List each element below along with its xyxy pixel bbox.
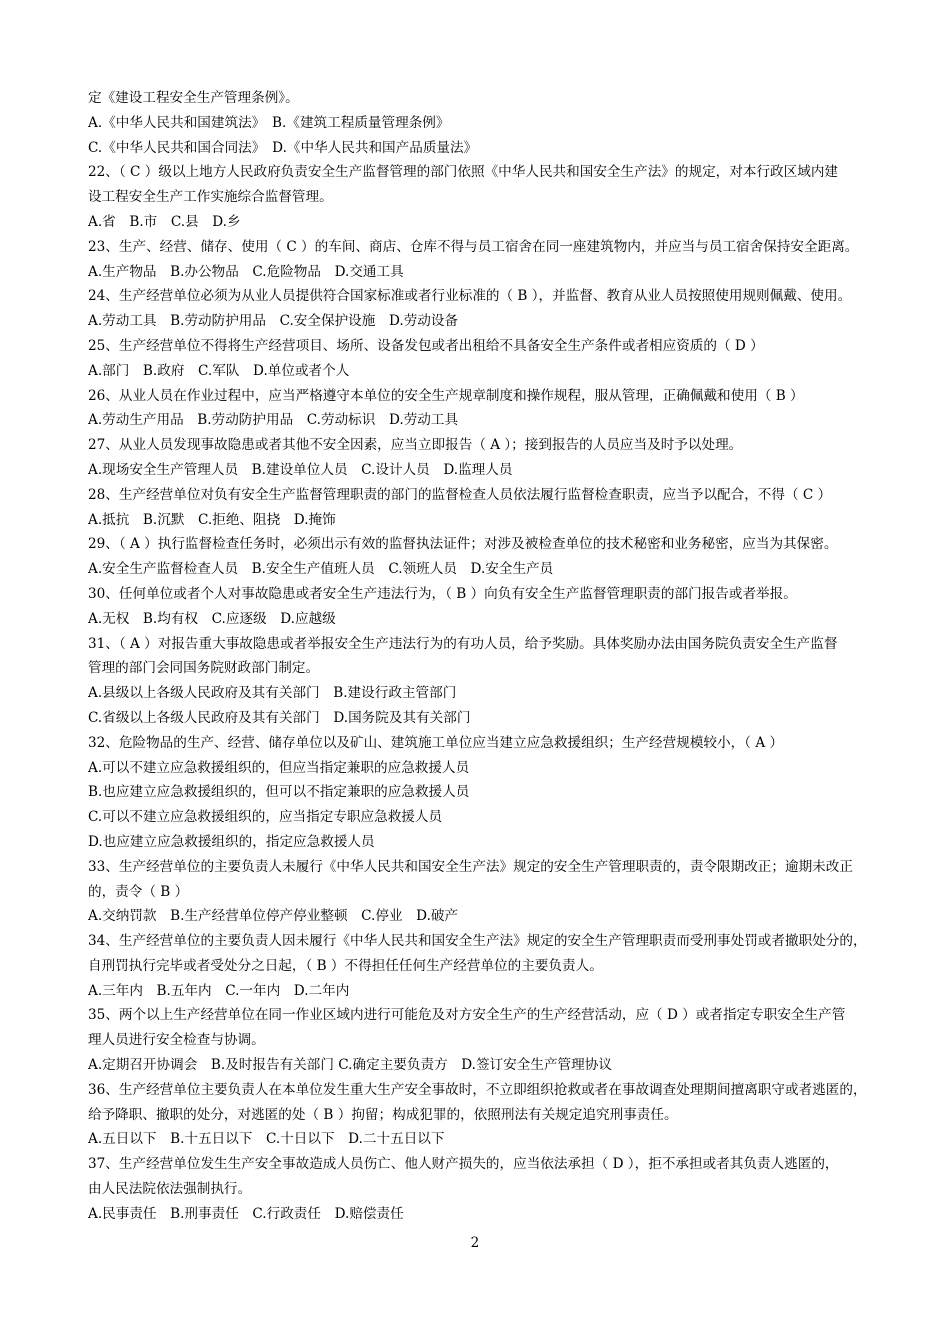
question-30: 30、任何单位或者个人对事故隐患或者安全生产违法行为，（ B ）向负有安全生产监督管理职责的部门报告或者举报。 bbox=[88, 585, 797, 602]
question-29: 29、（ A ）执行监督检查任务时，必须出示有效的监督执法证件；对涉及被检查单位的技术秘密和业务秘密，应当为其保密。 bbox=[88, 536, 838, 553]
option-line: A.五日以下 B.十五日以下 C.十日以下 D.二十五日以下 bbox=[88, 1131, 445, 1148]
question-31: 31、（ A ）对报告重大事故隐患或者举报安全生产违法行为的有功人员，给予奖励。具体奖励办法由国务院负责安全生产监督 bbox=[88, 635, 838, 652]
option-line: A.抵抗 B.沉默 C.拒绝、阻挠 D.掩饰 bbox=[88, 511, 336, 528]
option-line: A.三年内 B.五年内 C.一年内 D.二年内 bbox=[88, 982, 350, 999]
text-line: 管理的部门会同国务院财政部门制定。 bbox=[88, 660, 320, 677]
option-line: A.劳动工具 B.劳动防护用品 C.安全保护设施 D.劳动设备 bbox=[88, 313, 459, 330]
question-27: 27、从业人员发现事故隐患或者其他不安全因素，应当立即报告（ A ）；接到报告的人员应当及时予以处理。 bbox=[88, 437, 743, 454]
option-line: A.交纳罚款 B.生产经营单位停产停业整顿 C.停业 D.破产 bbox=[88, 908, 459, 925]
text-line: 定《建设工程安全生产管理条例》。 bbox=[88, 90, 299, 106]
text-line: 理人员进行安全检查与协调。 bbox=[88, 1032, 265, 1049]
question-36: 36、生产经营单位主要负责人在本单位发生重大生产安全事故时，不立即组织抢救或者在事故调查处理期间擅离职守或者逃匿的， bbox=[88, 1081, 867, 1098]
option-line: C.可以不建立应急救援组织的，应当指定专职应急救援人员 bbox=[88, 809, 443, 826]
text-line: 给予降职、撤职的处分，对逃匿的处（ B ）拘留；构成犯罪的，依照刑法有关规定追究刑事责任。 bbox=[88, 1106, 678, 1123]
question-22: 22、（ C ）级以上地方人民政府负责安全生产监督管理的部门依照《中华人民共和国安全生产法》的规定，对本行政区域内建 bbox=[88, 164, 839, 181]
question-37: 37、生产经营单位发生生产安全事故造成人员伤亡、他人财产损失的，应当依法承担（ D ），拒不承担或者其负责人逃匿的， bbox=[88, 1156, 839, 1173]
option-line: C.省级以上各级人民政府及其有关部门 D.国务院及其有关部门 bbox=[88, 709, 471, 726]
option-line: A.无权 B.均有权 C.应逐级 D.应越级 bbox=[88, 610, 336, 627]
option-line: C.《中华人民共和国合同法》 D.《中华人民共和国产品质量法》 bbox=[88, 139, 478, 156]
question-26: 26、从业人员在作业过程中，应当严格遵守本单位的安全生产规章制度和操作规程，服从管理，正确佩戴和使用（ B ） bbox=[88, 387, 804, 404]
question-24: 24、生产经营单位必须为从业人员提供符合国家标准或者行业标准的（ B ），并监督、教育从业人员按照使用规则佩戴、使用。 bbox=[88, 288, 852, 305]
text-line: 设工程安全生产工作实施综合监督管理。 bbox=[88, 189, 333, 206]
text-line: 自刑罚执行完毕或者受处分之日起，（ B ）不得担任任何生产经营单位的主要负责人。 bbox=[88, 957, 603, 974]
option-line: A.部门 B.政府 C.军队 D.单位或者个人 bbox=[88, 362, 350, 379]
text-line: 的，责令（ B ） bbox=[88, 883, 189, 900]
text-line: 由人民法院依法强制执行。 bbox=[88, 1181, 252, 1198]
option-line: A.生产物品 B.办公物品 C.危险物品 D.交通工具 bbox=[88, 263, 404, 280]
option-line: A.现场安全生产管理人员 B.建设单位人员 C.设计人员 D.监理人员 bbox=[88, 461, 513, 478]
question-33: 33、生产经营单位的主要负责人未履行《中华人民共和国安全生产法》规定的安全生产管理职责的，责令限期改正；逾期未改正 bbox=[88, 858, 853, 875]
question-25: 25、生产经营单位不得将生产经营项目、场所、设备发包或者出租给不具备安全生产条件或者相应资质的（ D ） bbox=[88, 337, 764, 354]
document-body bbox=[88, 86, 894, 1227]
option-line: D.也应建立应急救援组织的，指定应急救援人员 bbox=[88, 833, 375, 850]
question-34: 34、生产经营单位的主要负责人因未履行《中华人民共和国安全生产法》规定的安全生产管理职责而受刑事处罚或者撤职处分的， bbox=[88, 933, 867, 950]
question-28: 28、生产经营单位对负有安全生产监督管理职责的部门的监督检查人员依法履行监督检查职责，应当予以配合，不得（ C ） bbox=[88, 486, 832, 503]
option-line: A.省 B.市 C.县 D.乡 bbox=[88, 213, 241, 230]
option-line: A.县级以上各级人民政府及其有关部门 B.建设行政主管部门 bbox=[88, 685, 457, 702]
question-35: 35、两个以上生产经营单位在同一作业区域内进行可能危及对方安全生产的生产经营活动，应（ D ）或者指定专职安全生产管 bbox=[88, 1007, 846, 1024]
option-line: A.《中华人民共和国建筑法》 B.《建筑工程质量管理条例》 bbox=[88, 114, 450, 131]
option-line: A.定期召开协调会 B.及时报告有关部门 C.确定主要负责方 D.签订安全生产管理协议 bbox=[88, 1057, 612, 1074]
option-line: A.民事责任 B.刑事责任 C.行政责任 D.赔偿责任 bbox=[88, 1205, 404, 1222]
question-32: 32、危险物品的生产、经营、储存单位以及矿山、建筑施工单位应当建立应急救援组织；生产经营规模较小，（ A ） bbox=[88, 734, 784, 751]
option-line: B.也应建立应急救援组织的，但可以不指定兼职的应急救援人员 bbox=[88, 784, 470, 801]
page-number: 2 bbox=[470, 1235, 480, 1251]
option-line: A.劳动生产用品 B.劳动防护用品 C.劳动标识 D.劳动工具 bbox=[88, 412, 459, 429]
option-line: A.可以不建立应急救援组织的，但应当指定兼职的应急救援人员 bbox=[88, 759, 470, 776]
question-23: 23、生产、经营、储存、使用（ C ）的车间、商店、仓库不得与员工宿舍在同一座建筑物内，并应当与员工宿舍保持安全距离。 bbox=[88, 238, 859, 255]
option-line: A.安全生产监督检查人员 B.安全生产值班人员 C.领班人员 D.安全生产员 bbox=[88, 561, 554, 578]
